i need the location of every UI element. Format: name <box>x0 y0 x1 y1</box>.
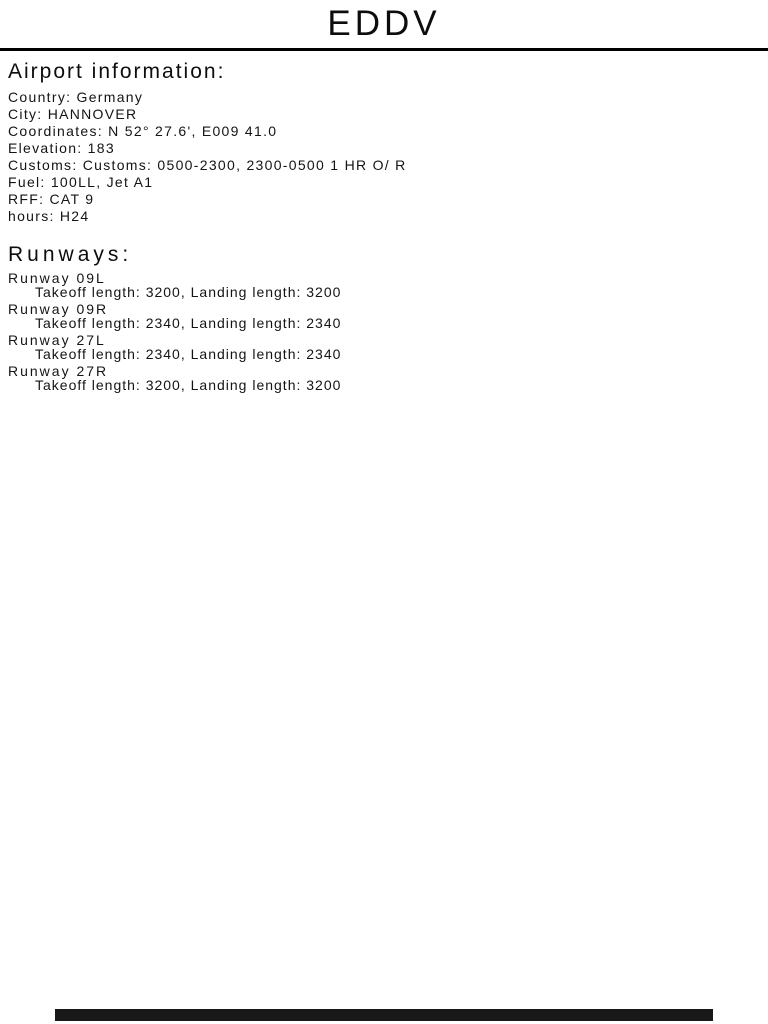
airport-info-heading: Airport information: <box>8 60 226 83</box>
runways-section <box>8 243 760 392</box>
info-line-customs: Customs: Customs: 0500-2300, 2300-0500 1 HR O/ R <box>8 157 407 173</box>
runway-detail: Takeoff length: 3200, Landing length: 3200 <box>35 377 342 393</box>
info-line-coordinates: Coordinates: N 52° 27.6', E009 41.0 <box>8 123 278 139</box>
runway-block-27l <box>8 333 760 361</box>
runway-name: Runway 27L <box>8 332 106 348</box>
info-line-rff: RFF: CAT 9 <box>8 191 95 207</box>
content-area <box>0 60 768 392</box>
runway-block-09l <box>8 271 760 299</box>
info-line-elevation: Elevation: 183 <box>8 140 115 156</box>
info-line-country: Country: Germany <box>8 89 144 105</box>
runway-block-27r <box>8 364 760 392</box>
runway-name: Runway 09L <box>8 270 106 286</box>
info-line-fuel: Fuel: 100LL, Jet A1 <box>8 174 154 190</box>
info-line-hours: hours: H24 <box>8 208 90 224</box>
runway-detail: Takeoff length: 2340, Landing length: 2340 <box>35 346 342 362</box>
runway-detail: Takeoff length: 2340, Landing length: 2340 <box>35 315 342 331</box>
runways-heading: Runways: <box>8 243 133 266</box>
runway-detail: Takeoff length: 3200, Landing length: 3200 <box>35 284 342 300</box>
doc-title: EDDV <box>327 4 441 43</box>
footer-bar <box>55 1009 713 1021</box>
airport-info-section <box>8 60 760 225</box>
runway-block-09r <box>8 302 760 330</box>
runway-name: Runway 09R <box>8 301 109 317</box>
runway-name: Runway 27R <box>8 363 109 379</box>
info-line-city: City: HANNOVER <box>8 106 138 122</box>
header-rule <box>0 48 768 51</box>
